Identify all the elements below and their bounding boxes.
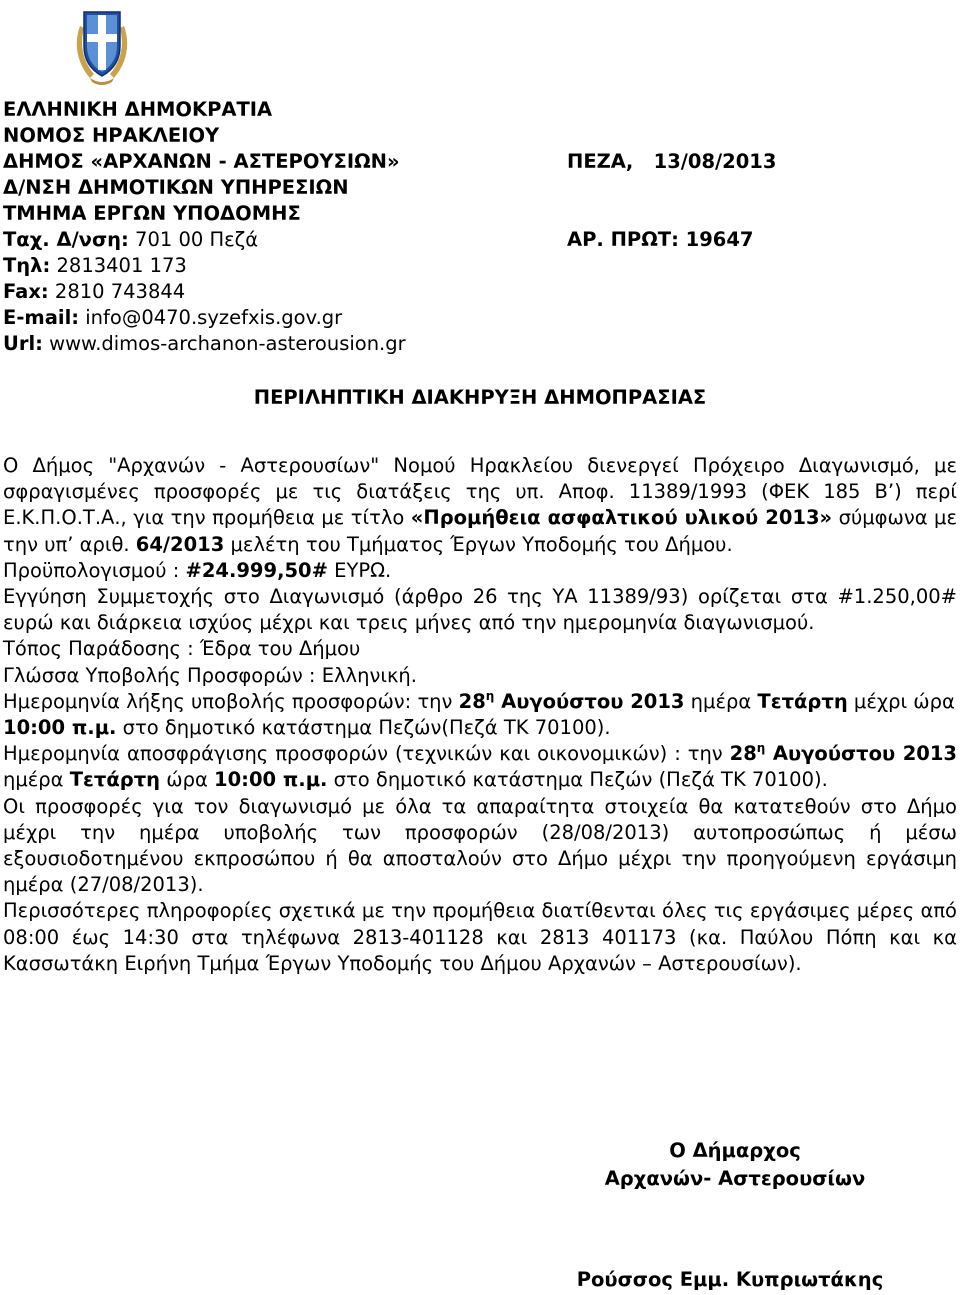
fax-line — [3, 279, 406, 305]
prefecture-line: ΝΟΜΟΣ ΗΡΑΚΛΕΙΟΥ — [3, 124, 220, 147]
intro-paragraph — [3, 453, 957, 558]
email-line — [3, 305, 406, 331]
intro-text: Ο Δήμος "Αρχανών - Αστερουσίων" Νομού Ηρακλείου διενεργεί Πρόχειρο Διαγωνισμό, με σφραγισμένες προσφορές με τις διατάξεις της υπ. Αποφ. 11389/1993 (ΦΕΚ 185 Β’) περί Ε.Κ.Π.Ο.Τ.Α., για την προμήθεια με τίτλο — [3, 454, 957, 530]
deadline-day: 28 — [458, 689, 486, 713]
date-protocol-block — [567, 97, 776, 279]
opening-text: Ημερομηνία αποσφράγισης προσφορών (τεχνικών και οικονομικών) : την — [3, 742, 730, 766]
deadline-month: Αυγούστου 2013 — [494, 689, 685, 713]
opening-weekday: Τετάρτη — [69, 768, 161, 792]
opening-text-2: ημέρα — [3, 768, 70, 792]
signature-role: Ο Δήμαρχος — [669, 1139, 801, 1162]
deadline-time: 10:00 π.μ. — [3, 716, 117, 740]
fax-value: 2810 743844 — [48, 280, 186, 303]
opening-day-suffix: η — [756, 741, 766, 756]
language-line: Γλώσσα Υποβολής Προσφορών : Ελληνική. — [3, 663, 417, 687]
place-date: ΠΕΖΑ, 13/08/2013 — [567, 150, 777, 173]
study-number: 64/2013 — [135, 532, 225, 556]
delivery-line: Τόπος Παράδοσης : Έδρα του Δήμου — [3, 637, 361, 661]
url-line — [3, 331, 406, 357]
fax-label: Fax: — [3, 280, 49, 303]
municipality-line: ΔΗΜΟΣ «ΑΡΧΑΝΩΝ - ΑΣΤΕΡΟΥΣΙΩΝ» — [3, 150, 400, 173]
budget-currency: ΕΥΡΩ. — [327, 558, 392, 582]
country-line: ΕΛΛΗΝΙΚΗ ΔΗΜΟΚΡΑΤΙΑ — [3, 98, 273, 121]
address-label: Ταχ. Δ/νση: — [3, 228, 129, 251]
opening-paragraph — [3, 741, 957, 793]
deadline-text-4: στο δημοτικό κατάστημα Πεζών(Πεζά ΤΚ 70100). — [116, 716, 611, 740]
opening-text-4: στο δημοτικό κατάστημα Πεζών (Πεζά ΤΚ 70100). — [327, 768, 828, 792]
signature-name: Ρούσσος Εμμ. Κυπριωτάκης — [576, 1268, 884, 1291]
deadline-weekday: Τετάρτη — [757, 689, 848, 713]
procurement-title: «Προμήθεια ασφαλτικού υλικού 2013» — [410, 506, 833, 530]
issuer-block — [3, 97, 406, 357]
opening-month: Αυγούστου 2013 — [765, 742, 957, 766]
budget-label: Προϋπολογισμού : — [3, 558, 186, 582]
intro-text-3: μελέτη του Τμήματος Έργων Υποδομής του Δήμου. — [224, 532, 733, 556]
directorate-line: Δ/ΝΣΗ ΔΗΜΟΤΙΚΩΝ ΥΠΗΡΕΣΙΩΝ — [3, 176, 349, 199]
email-label: E-mail: — [3, 306, 80, 329]
phone-label: Τηλ: — [3, 254, 51, 277]
budget-value: #24.999,50# — [185, 558, 328, 582]
signature-municipality: Αρχανών- Αστερουσίων — [604, 1167, 866, 1190]
shield-icon — [84, 12, 120, 76]
greek-state-emblem — [70, 4, 134, 88]
opening-day: 28 — [729, 742, 757, 766]
deadline-paragraph — [3, 689, 957, 741]
url-value: www.dimos-archanon-asterousion.gr — [42, 332, 406, 355]
address-value: 701 00 Πεζά — [128, 228, 259, 251]
protocol-number: ΑΡ. ΠΡΩΤ: 19647 — [567, 228, 754, 251]
opening-text-3: ώρα — [160, 768, 215, 792]
phone-line — [3, 253, 406, 279]
address-line — [3, 227, 406, 253]
opening-time: 10:00 π.μ. — [214, 768, 328, 792]
email-value: info@0470.syzefxis.gov.gr — [79, 306, 343, 329]
budget-line — [3, 558, 957, 584]
url-label: Url: — [3, 332, 43, 355]
info-paragraph: Περισσότερες πληροφορίες σχετικά με την προμήθεια διατίθενται όλες τις εργάσιμες μέρες από 08:00 έως 14:30 στα τηλέφωνα 2813-401128 και 2813 401173 (κα. Παύλου Πόπη και κα Κασσωτάκη Ειρήνη Τμήμα Έργων Υποδομής του Δήμου Αρχανών – Αστερουσίων). — [3, 899, 957, 975]
deadline-day-suffix: η — [485, 688, 495, 703]
document-title: ΠΕΡΙΛΗΠΤΙΚΗ ΔΙΑΚΗΡΥΞΗ ΔΗΜΟΠΡΑΣΙΑΣ — [253, 386, 707, 409]
phone-value: 2813401 173 — [50, 254, 187, 277]
deadline-text-3: μέχρι ώρα — [847, 689, 955, 713]
guarantee-paragraph: Εγγύηση Συμμετοχής στο Διαγωνισμό (άρθρο 26 της ΥΑ 11389/93) ορίζεται στα #1.250,00# ευρώ και διάρκεια ισχύος μέχρι και τρεις μήνες από την ημερομηνία διαγωνισμού. — [3, 585, 957, 635]
deadline-text: Ημερομηνία λήξης υποβολής προσφορών: την — [3, 689, 459, 713]
submission-paragraph: Οι προσφορές για τον διαγωνισμό με όλα τα απαραίτητα στοιχεία θα κατατεθούν στο Δήμο μέχρι την ημέρα υποβολής των προσφορών (28/08/2013) αυτοπροσώπως ή μέσω εξουσιοδοτημένου εκπροσώπου ή θα αποσταλούν στο Δήμο μέχρι την προηγούμενη εργάσιμη ημέρα (27/08/2013). — [3, 794, 957, 897]
deadline-text-2: ημέρα — [684, 689, 758, 713]
department-line: ΤΜΗΜΑ ΕΡΓΩΝ ΥΠΟΔΟΜΗΣ — [3, 202, 301, 225]
intro-text-2: σύμφωνα με την υπ’ αριθ. — [3, 506, 958, 556]
document-body — [3, 453, 957, 977]
